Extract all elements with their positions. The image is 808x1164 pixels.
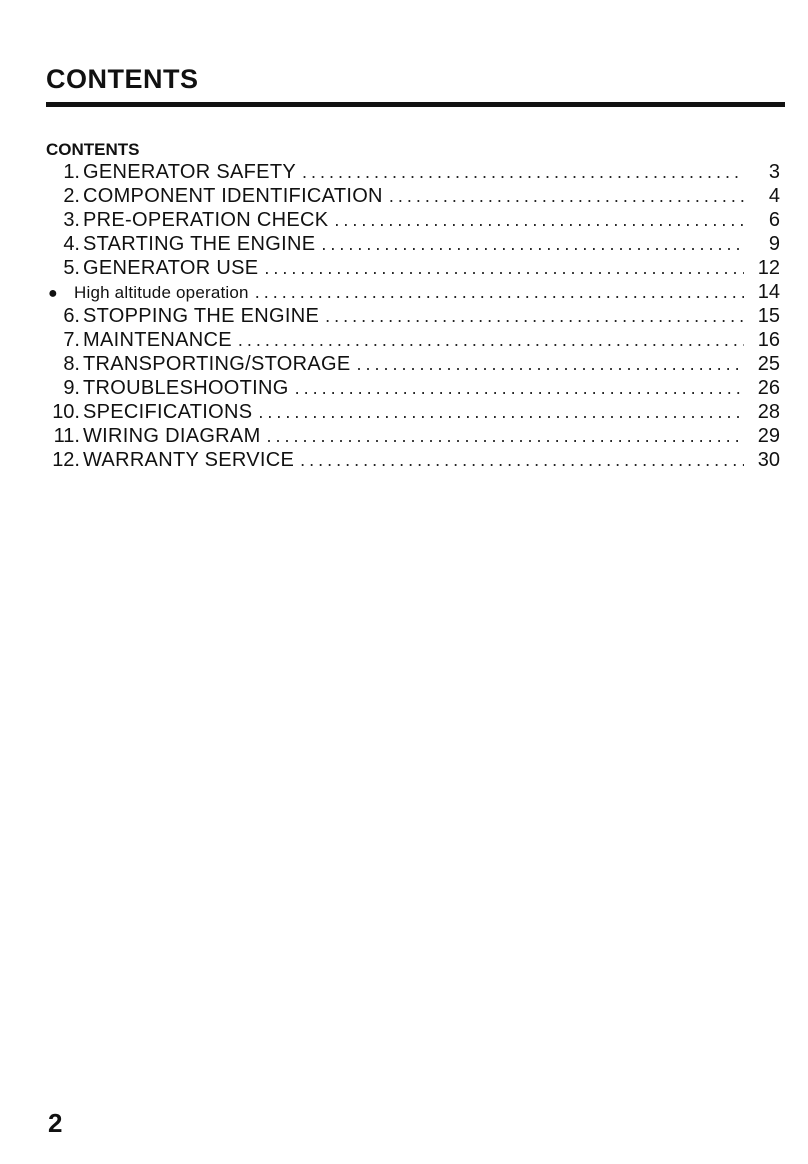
toc-entry-high-altitude-operation[interactable] [46, 280, 780, 304]
toc-entry-troubleshooting[interactable] [46, 376, 780, 400]
table-of-contents [46, 160, 780, 472]
toc-entry-number: 8. [63, 353, 80, 375]
toc-entry-stopping-the-engine[interactable] [46, 304, 780, 328]
page-title: CONTENTS [46, 64, 199, 94]
toc-entry-title: GENERATOR SAFETY [83, 161, 296, 183]
toc-entry-title: SPECIFICATIONS [83, 401, 253, 423]
toc-entry-transporting-storage[interactable] [46, 352, 780, 376]
toc-entry-page: 29 [757, 425, 780, 447]
toc-entry-title: PRE-OPERATION CHECK [83, 209, 329, 231]
toc-entry-title: TRANSPORTING/STORAGE [83, 353, 351, 375]
toc-entry-number: 10. [52, 401, 80, 423]
toc-entry-number: 1. [63, 161, 80, 183]
toc-entry-title: STARTING THE ENGINE [83, 233, 316, 255]
toc-leader-dots [302, 160, 744, 184]
toc-entry-page: 6 [768, 209, 780, 231]
toc-leader-dots [258, 400, 744, 424]
bullet-icon: ● [48, 285, 58, 302]
toc-entry-pre-operation-check[interactable] [46, 208, 780, 232]
toc-entry-specifications[interactable] [46, 400, 780, 424]
toc-entry-title: WARRANTY SERVICE [83, 449, 295, 471]
toc-entry-page: 28 [757, 401, 780, 423]
toc-entry-title: MAINTENANCE [83, 329, 232, 351]
toc-entry-number: 4. [63, 233, 80, 255]
toc-entry-generator-safety[interactable] [46, 160, 780, 184]
toc-leader-dots [357, 352, 744, 376]
toc-entry-title: STOPPING THE ENGINE [83, 305, 320, 327]
toc-entry-maintenance[interactable] [46, 328, 780, 352]
toc-entry-title: TROUBLESHOOTING [83, 377, 289, 399]
toc-entry-page: 14 [757, 281, 780, 303]
toc-entry-title: COMPONENT IDENTIFICATION [83, 185, 383, 207]
toc-entry-page: 12 [757, 257, 780, 279]
toc-entry-number: 12. [52, 449, 80, 471]
toc-entry-number: 7. [63, 329, 80, 351]
toc-leader-dots [267, 424, 744, 448]
toc-entry-page: 16 [757, 329, 780, 351]
toc-entry-starting-the-engine[interactable] [46, 232, 780, 256]
toc-entry-page: 26 [757, 377, 780, 399]
toc-entry-wiring-diagram[interactable] [46, 424, 780, 448]
heading-rule [46, 102, 785, 107]
toc-entry-warranty-service[interactable] [46, 448, 780, 472]
toc-entry-page: 15 [757, 305, 780, 327]
toc-leader-dots [238, 328, 744, 352]
toc-leader-dots [325, 304, 744, 328]
toc-entry-number: 5. [63, 257, 80, 279]
toc-entry-page: 30 [757, 449, 780, 471]
toc-leader-dots [264, 256, 744, 280]
toc-entry-number: 2. [63, 185, 80, 207]
toc-leader-dots [389, 184, 744, 208]
toc-leader-dots [334, 208, 744, 232]
toc-entry-title: WIRING DIAGRAM [83, 425, 261, 447]
toc-leader-dots [321, 232, 744, 256]
toc-leader-dots [255, 280, 744, 304]
toc-leader-dots [295, 376, 744, 400]
toc-entry-page: 4 [768, 185, 780, 207]
toc-entry-generator-use[interactable] [46, 256, 780, 280]
toc-entry-title: GENERATOR USE [83, 257, 259, 279]
page-number: 2 [48, 1108, 63, 1138]
toc-entry-title: High altitude operation [74, 283, 249, 302]
toc-entry-component-identification[interactable] [46, 184, 780, 208]
toc-entry-number: 9. [63, 377, 80, 399]
toc-label: CONTENTS [46, 140, 140, 159]
toc-entry-page: 9 [768, 233, 780, 255]
toc-entry-page: 25 [757, 353, 780, 375]
toc-leader-dots [300, 448, 744, 472]
toc-entry-number: 11. [53, 425, 80, 447]
toc-entry-number: 6. [63, 305, 80, 327]
toc-entry-page: 3 [768, 161, 780, 183]
toc-entry-number: 3. [63, 209, 80, 231]
